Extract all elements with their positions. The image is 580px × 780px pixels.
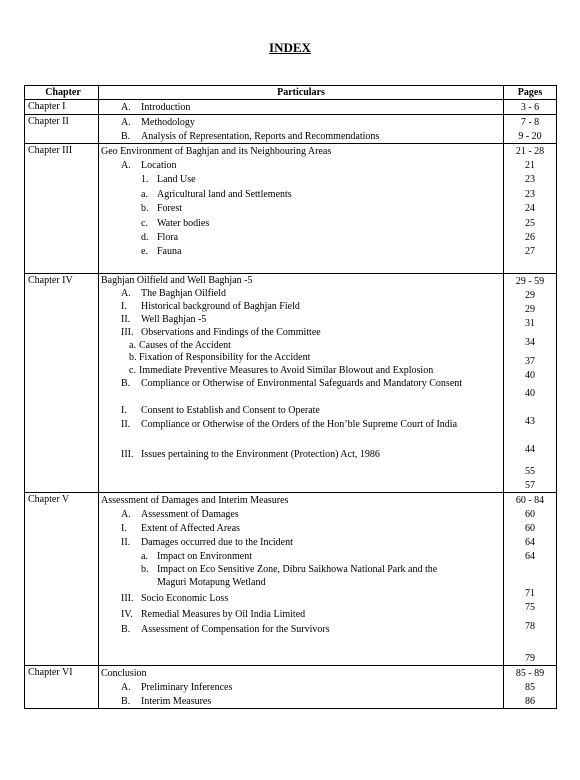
entry-text: Location xyxy=(141,160,177,172)
entry-text: Flora xyxy=(157,232,179,244)
index-entry xyxy=(99,300,503,313)
entry-text: Extent of Affected Areas xyxy=(141,522,240,534)
chapter-cell: Chapter VI xyxy=(25,666,99,709)
chapter-row xyxy=(25,115,557,144)
index-entry xyxy=(99,507,503,521)
entry-label: A. xyxy=(121,681,131,693)
page-number: 78 xyxy=(525,620,535,632)
entry-label: II. xyxy=(121,314,131,326)
entry-text: The Baghjan Oilfield xyxy=(141,288,226,300)
entry-text: Socio Economic Loss xyxy=(141,592,229,604)
entry-label: B. xyxy=(121,624,131,636)
index-entry xyxy=(99,563,503,591)
pages-cell xyxy=(504,274,557,493)
entry-text: Damages occurred due to the Incident xyxy=(141,536,293,548)
chapter-row xyxy=(25,666,557,709)
page-number: 21 - 28 xyxy=(515,145,545,157)
index-entry xyxy=(99,493,503,507)
entry-label: a. xyxy=(129,339,136,351)
entry-text: Assessment of Damages and Interim Measures xyxy=(101,494,289,506)
entry-label: c. xyxy=(129,364,136,376)
page-number: 40 xyxy=(525,387,535,399)
table-body xyxy=(25,100,557,709)
entry-label: 1. xyxy=(141,174,149,186)
index-entry xyxy=(99,100,503,114)
entry-text: Agricultural land and Settlements xyxy=(157,188,292,200)
header-chapter: Chapter xyxy=(25,86,99,100)
header-pages: Pages xyxy=(504,86,557,100)
chapter-cell: Chapter III xyxy=(25,144,99,274)
index-entry xyxy=(99,549,503,563)
page-number: 86 xyxy=(525,695,535,707)
entry-label: I. xyxy=(121,522,127,534)
entry-label: B. xyxy=(121,695,131,707)
entry-text: Forest xyxy=(157,203,182,215)
entry-text: Introduction xyxy=(141,101,191,113)
page-number: 3 - 6 xyxy=(520,101,540,113)
index-entry xyxy=(99,230,503,244)
index-entry xyxy=(99,158,503,172)
page-number: 34 xyxy=(525,336,535,348)
page-number: 40 xyxy=(525,369,535,381)
page-number: 60 - 84 xyxy=(515,494,545,506)
entry-label: III. xyxy=(121,448,134,460)
entry-label: III. xyxy=(121,327,134,339)
page-number: 29 xyxy=(525,303,535,315)
index-entry xyxy=(99,605,503,623)
page-number: 9 - 20 xyxy=(518,130,542,142)
chapter-cell: Chapter IV xyxy=(25,274,99,493)
entry-label: III. xyxy=(121,592,134,604)
entry-text: Interim Measures xyxy=(141,695,212,707)
entry-text: Water bodies xyxy=(157,217,210,229)
page-number: 85 - 89 xyxy=(515,667,545,679)
chapter-row xyxy=(25,100,557,115)
entry-text: Preliminary Inferences xyxy=(141,681,233,693)
table-header-row xyxy=(25,86,557,100)
page-number: 7 - 8 xyxy=(520,116,540,128)
index-entry xyxy=(99,666,503,680)
entry-label: a. xyxy=(141,550,148,562)
entry-label: b. xyxy=(129,351,137,363)
index-entry xyxy=(99,187,503,201)
page-number: 23 xyxy=(525,174,535,186)
pages-cell xyxy=(504,100,557,115)
index-entry xyxy=(99,363,503,377)
index-entry xyxy=(99,144,503,158)
page-number: 26 xyxy=(525,232,535,244)
page-number: 64 xyxy=(525,550,535,562)
particulars-cell xyxy=(99,115,504,144)
entry-label: A. xyxy=(121,508,131,520)
entry-label: A. xyxy=(121,116,131,128)
entry-text: Land Use xyxy=(157,174,196,186)
entry-text: Fauna xyxy=(157,246,182,258)
index-table xyxy=(24,85,557,709)
entry-text: Methodology xyxy=(141,116,195,128)
entry-label: c. xyxy=(141,217,148,229)
page-number: 79 xyxy=(525,652,535,664)
entry-label: II. xyxy=(121,419,131,431)
page-number: 44 xyxy=(525,443,535,455)
index-entry xyxy=(99,245,503,259)
chapter-cell: Chapter I xyxy=(25,100,99,115)
entry-label: b. xyxy=(141,203,149,215)
index-entry xyxy=(99,287,503,300)
entry-label: b. xyxy=(141,564,149,576)
entry-label: d. xyxy=(141,232,149,244)
entry-label: B. xyxy=(121,130,131,142)
entry-text: Impact on Eco Sensitive Zone, Dibru Saikhowa National Park and the Maguri Motapung Wetland xyxy=(157,564,438,589)
page-number: 27 xyxy=(525,246,535,258)
pages-cell xyxy=(504,493,557,666)
entry-text: Compliance or Otherwise of Environmental Safeguards and Mandatory Consent xyxy=(141,378,463,390)
page-number: 85 xyxy=(525,681,535,693)
chapter-row xyxy=(25,274,557,493)
page-number: 24 xyxy=(525,203,535,215)
index-entry xyxy=(99,351,503,363)
entry-text: Well Baghjan -5 xyxy=(141,314,207,326)
chapter-row xyxy=(25,144,557,274)
entry-text: Compliance or Otherwise of the Orders of the Hon’ble Supreme Court of India xyxy=(141,419,458,431)
entry-label: I. xyxy=(121,301,127,313)
entry-label: II. xyxy=(121,536,131,548)
index-entry xyxy=(99,339,503,351)
entry-text: Impact on Environment xyxy=(157,550,252,562)
particulars-cell xyxy=(99,493,504,666)
page-number: 71 xyxy=(525,587,535,599)
pages-cell xyxy=(504,115,557,144)
page-title: INDEX xyxy=(269,40,311,55)
index-entry xyxy=(99,377,503,402)
page-number: 60 xyxy=(525,522,535,534)
particulars-cell xyxy=(99,100,504,115)
header-particulars: Particulars xyxy=(99,86,504,100)
page-number: 64 xyxy=(525,536,535,548)
index-entry xyxy=(99,623,503,645)
entry-text: Causes of the Accident xyxy=(139,339,231,351)
page-number: 37 xyxy=(525,355,535,367)
entry-label: A. xyxy=(121,101,131,113)
chapter-cell: Chapter V xyxy=(25,493,99,666)
page-number: 25 xyxy=(525,217,535,229)
index-entry xyxy=(99,274,503,287)
index-entry xyxy=(99,418,503,446)
page-number: 55 xyxy=(525,465,535,477)
entry-text: Geo Environment of Baghjan and its Neighbouring Areas xyxy=(101,145,332,157)
page-number: 60 xyxy=(525,508,535,520)
index-entry xyxy=(99,313,503,326)
page-number: 29 - 59 xyxy=(515,275,545,287)
entry-text: Remedial Measures by Oil India Limited xyxy=(141,608,306,620)
entry-text: Issues pertaining to the Environment (Protection) Act, 1986 xyxy=(141,448,380,460)
index-entry xyxy=(99,591,503,605)
particulars-cell xyxy=(99,144,504,274)
entry-label: B. xyxy=(121,378,131,390)
page-number: 43 xyxy=(525,415,535,427)
entry-text: Consent to Establish and Consent to Operate xyxy=(141,404,320,416)
entry-text: Baghjan Oilfield and Well Baghjan -5 xyxy=(101,275,253,287)
entry-text: Assessment of Damages xyxy=(141,508,239,520)
entry-text: Observations and Findings of the Committee xyxy=(141,327,321,339)
index-entry xyxy=(99,521,503,535)
pages-cell xyxy=(504,666,557,709)
index-entry xyxy=(99,202,503,216)
entry-label: A. xyxy=(121,160,131,172)
index-entry xyxy=(99,446,503,462)
index-entry xyxy=(99,694,503,708)
entry-text: Conclusion xyxy=(101,667,147,679)
pages-cell xyxy=(504,144,557,274)
entry-label: IV. xyxy=(121,608,133,620)
page-number: 23 xyxy=(525,188,535,200)
entry-text: Historical background of Baghjan Field xyxy=(141,301,300,313)
page-number: 29 xyxy=(525,289,535,301)
index-entry xyxy=(99,216,503,230)
index-entry xyxy=(99,680,503,694)
entry-label: A. xyxy=(121,288,131,300)
index-entry xyxy=(99,402,503,418)
chapter-cell: Chapter II xyxy=(25,115,99,144)
entry-text: Immediate Preventive Measures to Avoid Similar Blowout and Explosion xyxy=(139,364,434,376)
index-entry xyxy=(99,115,503,129)
entry-text: Analysis of Representation, Reports and Recommendations xyxy=(141,130,380,142)
page-number: 57 xyxy=(525,479,535,491)
entry-label: a. xyxy=(141,188,148,200)
page-number: 75 xyxy=(525,601,535,613)
index-entry xyxy=(99,326,503,339)
entry-label: e. xyxy=(141,246,148,258)
particulars-cell xyxy=(99,274,504,493)
index-entry xyxy=(99,129,503,143)
entry-label: I. xyxy=(121,404,127,416)
particulars-cell xyxy=(99,666,504,709)
page-number: 31 xyxy=(525,317,535,329)
index-entry xyxy=(99,535,503,549)
chapter-row xyxy=(25,493,557,666)
page-number: 21 xyxy=(525,160,535,172)
entry-text: Assessment of Compensation for the Survivors xyxy=(141,624,330,636)
index-entry xyxy=(99,173,503,187)
entry-text: Fixation of Responsibility for the Accident xyxy=(139,351,311,363)
